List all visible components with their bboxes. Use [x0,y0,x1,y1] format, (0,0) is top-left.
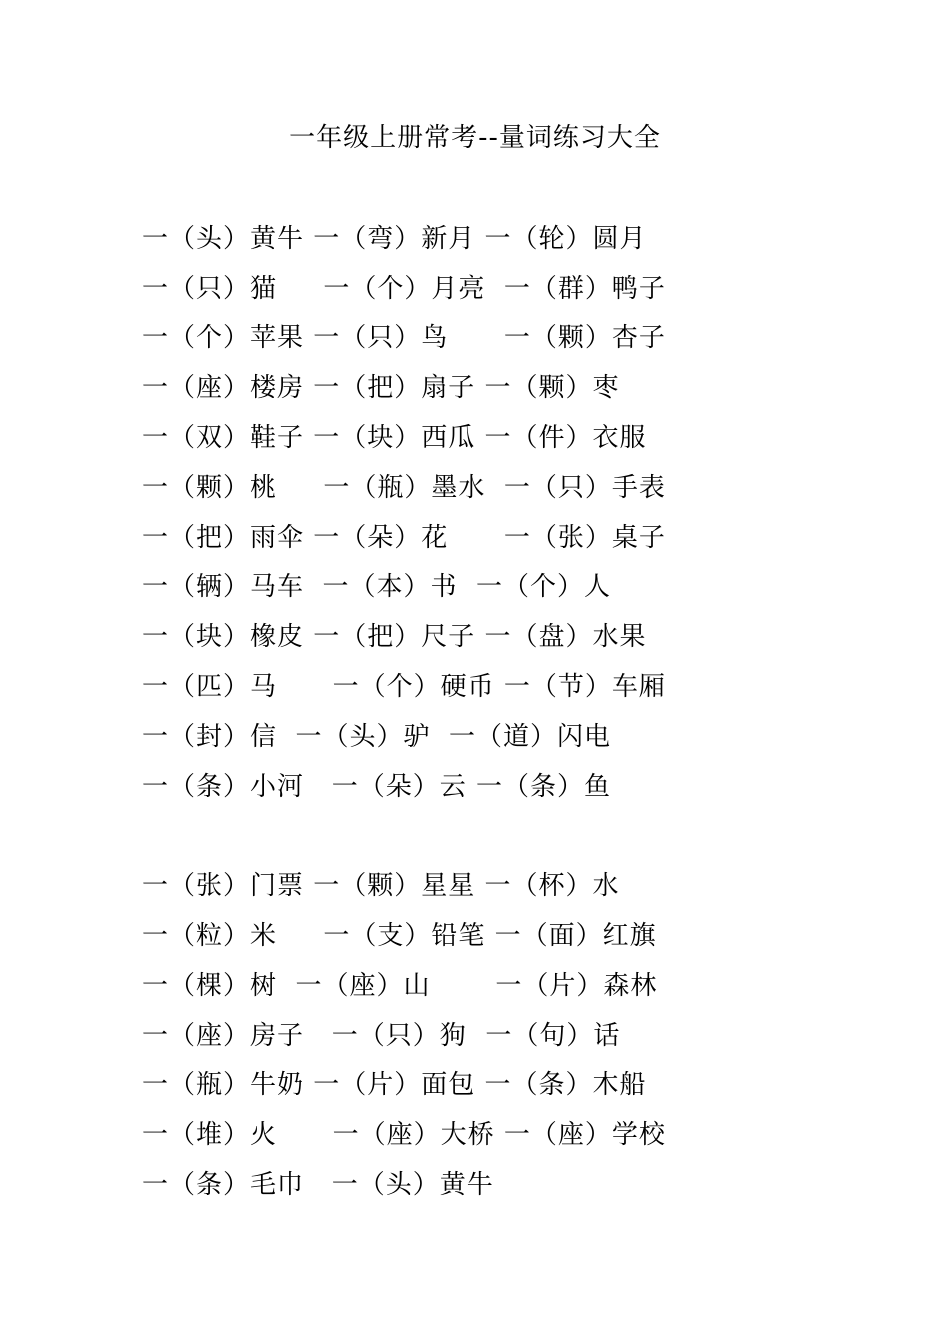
text-line: 一（匹）马 一（个）硬币 一（节）车厢 [142,672,666,702]
text-line: 一（只）猫 一（个）月亮 一（群）鸭子 [142,274,666,304]
text-line: 一（辆）马车 一（本）书 一（个）人 [142,572,612,602]
text-line: 一（块）橡皮 一（把）尺子 一（盘）水果 [142,622,647,652]
text-line: 一（把）雨伞 一（朵）花 一（张）桌子 [142,523,666,553]
document-title: 一年级上册常考--量词练习大全 [289,123,661,153]
text-line: 一（封）信 一（头）驴 一（道）闪电 [142,722,612,752]
text-line: 一（头）黄牛 一（弯）新月 一（轮）圆月 [142,224,647,254]
text-line: 一（座）房子 一（只）狗 一（句）话 [142,1021,621,1051]
text-line: 一（条）毛巾 一（头）黄牛 [142,1170,494,1200]
text-line: 一（瓶）牛奶 一（片）面包 一（条）木船 [142,1070,647,1100]
text-line: 一（粒）米 一（支）铅笔 一（面）红旗 [142,921,657,951]
text-line: 一（堆）火 一（座）大桥 一（座）学校 [142,1120,666,1150]
text-line: 一（座）楼房 一（把）扇子 一（颗）枣 [142,373,620,403]
text-line: 一（颗）桃 一（瓶）墨水 一（只）手表 [142,473,666,503]
text-line: 一（张）门票 一（颗）星星 一（杯）水 [142,871,620,901]
text-line: 一（双）鞋子 一（块）西瓜 一（件）衣服 [142,423,647,453]
text-line: 一（棵）树 一（座）山 一（片）森林 [142,971,658,1001]
text-line: 一（条）小河 一（朵）云 一（条）鱼 [142,772,612,802]
text-line: 一（个）苹果 一（只）鸟 一（颗）杏子 [142,323,666,353]
